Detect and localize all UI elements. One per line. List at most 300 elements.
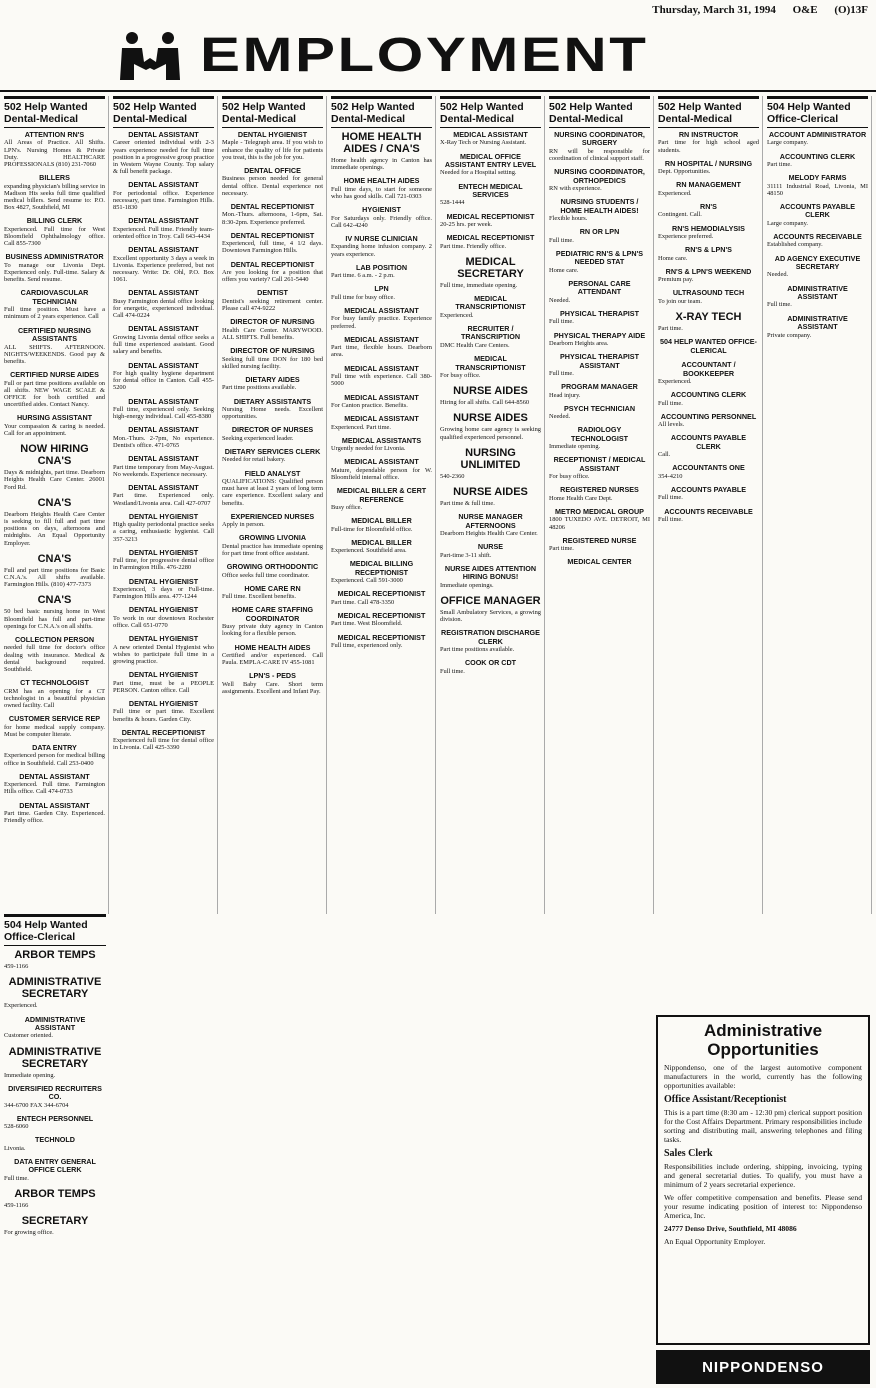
- ad-body: Experienced, full time, 4 1/2 days. Downtown Farmington Hills.: [222, 240, 323, 255]
- ad-title: ACCOUNTS RECEIVABLE: [773, 232, 862, 242]
- ad-body: For busy family practice. Experience preferred.: [331, 315, 432, 330]
- ad-body: Part time temporary from May-August. No weekends. Experience necessary.: [113, 463, 214, 478]
- classified-ad: [113, 671, 214, 694]
- role-description: This is a part time (8:30 am - 12:30 pm) clerical support position for the Cost Affairs Department. Primary responsibilities include sorting and distributing mail, answering telephones and filing tasks.: [664, 1108, 862, 1144]
- ad-body: QUALIFICATIONS: Qualified person must have at least 2 years of long term care experience. Excellent salary and benefits.: [222, 477, 323, 507]
- classified-ad: [113, 484, 214, 507]
- ad-body: A new oriented Dental Hygienist who wishes to participate full time in a growing practice.: [113, 643, 214, 666]
- ad-title: NURSING STUDENTS / HOME HEALTH AIDES!: [560, 197, 639, 215]
- classified-ad: [331, 307, 432, 330]
- section-name: O&E: [792, 4, 818, 16]
- ad-body: Dental practice has immediate opening for part time front office assistant.: [222, 542, 323, 557]
- classified-ad: [440, 412, 541, 440]
- section-title: EMPLOYMENT: [200, 29, 649, 82]
- ad-body: Part time & full time.: [440, 499, 495, 507]
- classified-ad: [331, 336, 432, 359]
- classified-ad: [440, 213, 541, 229]
- column-header: 502 Help Wanted Dental-Medical: [658, 96, 759, 128]
- ad-body: Home health agency in Canton has immediate openings.: [331, 157, 432, 172]
- classified-ad: [4, 1188, 106, 1209]
- ad-body: Flexible hours.: [549, 215, 588, 223]
- classified-ad: [658, 508, 759, 524]
- ad-title: MEDICAL TRANSCRIPTIONIST: [455, 294, 526, 312]
- ad-body: All levels.: [658, 421, 685, 429]
- classified-ad: [440, 153, 541, 177]
- ad-title: RN'S & LPN'S WEEKEND: [665, 266, 752, 276]
- ad-title: NURSE AIDES: [453, 485, 528, 498]
- column-header: 502 Help Wanted Dental-Medical: [113, 96, 214, 128]
- ad-title: BUSINESS ADMINISTRATOR: [5, 252, 104, 262]
- classified-ad: [767, 153, 868, 169]
- ad-title: ADMINISTRATIVE ASSISTANT: [24, 1014, 86, 1032]
- classified-ad: [222, 448, 323, 464]
- classified-ad: [549, 508, 650, 531]
- ad-body: Seeking experienced leader.: [222, 434, 294, 442]
- ad-body: Full time.: [549, 369, 574, 377]
- classified-ad: [113, 700, 214, 723]
- column-header: 504 Help Wanted Office-Clerical: [4, 914, 106, 946]
- classified-ad: [4, 1085, 106, 1109]
- classified-column: [549, 96, 654, 914]
- ad-body: Part time.: [549, 545, 574, 553]
- role-description: Responsibilities include ordering, shipping, invoicing, typing and general secretarial duties. To qualify, you must have a minimum of 2 years secretarial experience.: [664, 1162, 862, 1189]
- classified-ad: [4, 289, 105, 320]
- classified-ad: [658, 268, 759, 284]
- ad-title: MEDICAL BILLER: [351, 537, 412, 547]
- classified-ad: [222, 426, 323, 442]
- classified-ad: [440, 234, 541, 250]
- classified-ad: [331, 437, 432, 453]
- ad-body: Small Ambulatory Services, a growing division.: [440, 608, 541, 623]
- ad-body: Well Baby Care. Short term assignments. Excellent and Infant Pay.: [222, 680, 323, 696]
- ad-title: REGISTERED NURSE: [562, 535, 637, 545]
- ad-title: CARDIOVASCULAR TECHNICIAN: [20, 288, 89, 306]
- classified-ad: [331, 634, 432, 650]
- ad-body: Part time. Experienced only. Westland/Livonia area. Call 427-0707: [113, 492, 214, 507]
- ad-body: Experienced person for medical billing office in Southfield. Call 253-0400: [4, 752, 105, 767]
- ad-title: RN'S HEMODIALYSIS: [672, 223, 745, 233]
- ad-title: ACCOUNTING PERSONNEL: [660, 411, 757, 421]
- ad-body: Hiring for all shifts. Call 644-8560: [440, 399, 530, 407]
- ad-body: 20-25 hrs. per week.: [440, 221, 493, 229]
- ad-title: MEDICAL BILLER & CERT REFERENCE: [336, 486, 427, 504]
- ad-body: Full time.: [658, 494, 683, 502]
- classified-ad: [222, 289, 323, 312]
- classified-ad: [331, 394, 432, 410]
- classified-ad: [549, 456, 650, 480]
- classified-column: [331, 96, 436, 914]
- ad-title: HURSING ASSISTANT: [16, 413, 93, 423]
- classified-ad: [4, 443, 105, 491]
- ad-body: Health Care Center. MARYWOOD. ALL SHIFTS. Full benefits.: [222, 326, 323, 341]
- classified-ad: [549, 131, 650, 162]
- classified-ad: [113, 606, 214, 629]
- dateline: [0, 0, 868, 20]
- classified-ad: [331, 285, 432, 301]
- ad-body: Maple - Telegraph area. If you wish to enhance the quality of life for patients you treat, this is the job for you.: [222, 139, 323, 161]
- ad-title: FIELD ANALYST: [244, 468, 301, 478]
- classified-ad: [113, 181, 214, 211]
- classified-ad: [658, 160, 759, 176]
- ad-body: Days & midnights, part time. Dearborn Heights Health Care Center. 26001 Ford Rd.: [4, 469, 105, 491]
- classified-ad: [549, 250, 650, 274]
- ad-body: Home care.: [549, 266, 579, 274]
- ad-title: NOW HIRING CNA'S: [20, 443, 89, 468]
- ad-body: Experienced. Full time for West Bloomfield Ophthalmology office. Call 855-7300: [4, 225, 105, 248]
- classified-ad: [4, 744, 105, 767]
- ad-title: ADMINISTRATIVE ASSISTANT: [787, 313, 848, 332]
- ad-title: PSYCH TECHNICIAN: [563, 403, 636, 413]
- classified-ad: [440, 355, 541, 379]
- eeo-statement: An Equal Opportunity Employer.: [664, 1237, 766, 1246]
- ad-title: RN OR LPN: [579, 227, 620, 237]
- ad-title: SECRETARY: [21, 1215, 89, 1228]
- ad-body: Immediate opening.: [4, 1071, 56, 1079]
- column-header: 502 Help Wanted Dental-Medical: [549, 96, 650, 128]
- classified-ad: [222, 167, 323, 197]
- ad-body: For periodontal office. Experience necessary, part time. Farmington Hills. 851-1830: [113, 189, 214, 212]
- classified-column: [767, 96, 872, 914]
- ad-body: Growing Livonia dental office seeks a full time experienced assistant. Good salary and benefits.: [113, 333, 214, 356]
- ad-title: DENTAL HYGIENIST: [128, 511, 199, 521]
- classified-ad: [113, 131, 214, 175]
- ad-title: RECRUITER / TRANSCRIPTION: [460, 324, 521, 342]
- ad-body: Part time. 6 a.m. - 2 p.m.: [331, 272, 395, 280]
- ad-body: Dentist's seeking retirement center. Please call 474-9222: [222, 297, 323, 313]
- ad-body: Part time. Garden City. Experienced. Friendly office.: [4, 810, 105, 825]
- ad-body: Office seeks full time coordinator.: [222, 571, 310, 579]
- classified-ad: [4, 679, 105, 709]
- ad-title: CUSTOMER SERVICE REP: [8, 714, 101, 724]
- classified-ad: [113, 635, 214, 665]
- ad-body: Busy office.: [331, 503, 363, 511]
- ad-title: 504 HELP WANTED OFFICE-CLERICAL: [660, 337, 757, 355]
- ad-body: Part time for high school aged students.: [658, 139, 759, 154]
- ad-body: 50 bed basic nursing home in West Bloomfield has full and part-time openings for C.N.A.'s on all shifts.: [4, 608, 105, 630]
- issue-date: Thursday, March 31, 1994: [652, 4, 776, 16]
- ad-intro: Nippondenso, one of the largest automotive component manufacturers in the world, currently has the following opportunities available:: [664, 1063, 862, 1090]
- ad-body: Home Health Care Dept.: [549, 494, 613, 502]
- ad-title: CNA'S: [37, 496, 72, 509]
- ad-title: RN HOSPITAL / NURSING: [664, 158, 753, 168]
- column-header: 502 Help Wanted Dental-Medical: [331, 96, 432, 128]
- ad-body: Urgently needed for Livonia.: [331, 445, 406, 453]
- classified-ad: [331, 206, 432, 229]
- classified-ad: [4, 217, 105, 247]
- classified-column: [113, 96, 218, 914]
- ad-title: DENTAL ASSISTANT: [19, 800, 90, 810]
- ad-title: MEDICAL ASSISTANTS: [341, 435, 422, 445]
- classified-ad: [4, 174, 105, 211]
- ad-body: Full time.: [4, 1174, 29, 1182]
- column-header: 502 Help Wanted Dental-Medical: [222, 96, 323, 128]
- ad-title: PERSONAL CARE ATTENDANT: [568, 278, 631, 297]
- ad-body: Growing home care agency is seeking qualified experienced personnel.: [440, 426, 541, 441]
- ad-body: For Saturdays only. Friendly office. Call 642-4240: [331, 214, 432, 229]
- ad-body: Part time. West Bloomfield.: [331, 620, 403, 628]
- classified-ad: [767, 233, 868, 249]
- ad-title: LAB POSITION: [355, 262, 408, 272]
- classified-ad: [440, 595, 541, 623]
- ad-title: AD AGENCY EXECUTIVE SECRETARY: [774, 253, 861, 272]
- classified-ad: [549, 405, 650, 421]
- ad-title: DENTIST: [257, 288, 288, 298]
- ad-body: Experienced.: [4, 1002, 38, 1010]
- ad-body: Busy Farmington dental office looking for energetic, experienced individual. Call 474-0224: [113, 297, 214, 320]
- ad-title: DENTAL ASSISTANT: [128, 130, 199, 139]
- ad-body: Needed for retail bakery.: [222, 456, 286, 464]
- ad-body: Needed.: [767, 271, 789, 279]
- ad-title: PEDIATRIC RN'S & LPN'S NEEDED STAT: [555, 248, 644, 267]
- classified-ad: [222, 513, 323, 529]
- ad-title: MEDICAL SECRETARY: [457, 255, 524, 280]
- ad-body: Part time. Friendly office.: [440, 242, 507, 250]
- ad-title: MEDICAL ASSISTANT: [344, 457, 419, 467]
- ad-body: Experience preferred.: [658, 233, 714, 241]
- ad-title: MEDICAL RECEPTIONIST: [337, 611, 426, 620]
- ad-body: Dept. Opportunities.: [658, 168, 711, 176]
- ad-title: HOME HEALTH AIDES: [234, 642, 311, 652]
- ad-body: Experienced.: [658, 377, 692, 385]
- ad-body: Full time, experienced only. Seeking high-energy individual. Call 455-8380: [113, 405, 214, 421]
- ad-body: 459-1166: [4, 963, 29, 971]
- ad-title: BILLING CLERK: [26, 216, 83, 226]
- classified-ad: [767, 203, 868, 227]
- ad-title: ADMINISTRATIVE SECRETARY: [8, 976, 102, 1001]
- ad-body: Customer oriented.: [4, 1032, 53, 1040]
- classified-ad: [222, 398, 323, 421]
- ad-title: HOME HEALTH AIDES / CNA'S: [341, 131, 422, 155]
- ad-body: Expanding home infusion company. 2 years experience.: [331, 243, 432, 258]
- ad-body: For busy office.: [549, 473, 590, 481]
- classified-ad: [113, 246, 214, 283]
- ad-body: Needed.: [549, 296, 571, 304]
- classified-ad: [658, 361, 759, 385]
- classified-ad: [440, 183, 541, 207]
- classified-ad: [440, 629, 541, 653]
- ad-body: Business person needed for general dental office. Dental experience not necessary.: [222, 175, 323, 197]
- ad-title: DENTAL ASSISTANT: [128, 396, 199, 406]
- ad-title: DIRECTOR OF NURSES: [231, 425, 314, 435]
- column-header: 502 Help Wanted Dental-Medical: [440, 96, 541, 128]
- ad-body: Home care.: [658, 254, 688, 262]
- classified-ad: [4, 802, 105, 825]
- classified-ad: [4, 976, 106, 1009]
- ad-title: BILLERS: [39, 173, 70, 183]
- ad-title: DENTAL HYGIENIST: [128, 576, 199, 586]
- classified-ad: [113, 398, 214, 421]
- ad-body: Nursing Home needs. Excellent opportunities.: [222, 405, 323, 421]
- ad-body: Full time, experienced only.: [331, 642, 403, 650]
- classified-ad: [222, 318, 323, 341]
- ad-title: DENTAL HYGIENIST: [128, 605, 199, 615]
- ad-body: Part-time 3-11 shift.: [440, 551, 492, 559]
- ad-title: ACCOUNTS PAYABLE CLERK: [779, 202, 856, 220]
- ad-body: ALL SHIFTS. AFTERNOON. NIGHTS/WEEKENDS. Good pay & benefits.: [4, 343, 105, 365]
- ad-body: Call.: [658, 451, 671, 459]
- classified-ad: [440, 385, 541, 406]
- ad-title: X-RAY TECH: [675, 311, 742, 324]
- classified-ad: [113, 729, 214, 752]
- ad-body: For busy office.: [440, 371, 481, 379]
- classified-ad: [767, 315, 868, 339]
- classified-ad: [658, 181, 759, 197]
- ad-body: 344-6700 FAX 344-6704: [4, 1101, 69, 1109]
- classified-ad: [440, 513, 541, 537]
- ad-body: Full-time for Bloomfield office.: [331, 525, 413, 533]
- ad-body: Private company.: [767, 331, 812, 339]
- ad-title: CT TECHNOLOGIST: [20, 678, 89, 688]
- ad-title: RN INSTRUCTOR: [678, 130, 739, 139]
- classified-ad: [222, 203, 323, 226]
- ad-title: ACCOUNTANTS ONE: [672, 463, 745, 473]
- ad-body: X-Ray Tech or Nursing Assistant.: [440, 139, 527, 147]
- ad-body: Excellent opportunity 3 days a week in Livonia. Experience preferred, but not necessary. Write: Dr. Ohl, P.O. Box 1061.: [113, 254, 214, 284]
- ad-body: Full time. Excellent benefits.: [222, 593, 297, 601]
- ad-title: DENTAL HYGIENIST: [128, 670, 199, 680]
- classified-ad: [4, 636, 105, 673]
- ad-body: needed full time for doctor's office dealing with insurance. Medical & dental background required. Southfield.: [4, 644, 105, 673]
- ad-title: DENTAL ASSISTANT: [128, 360, 199, 370]
- classified-ad: [658, 464, 759, 480]
- classified-ad: [440, 131, 541, 147]
- classified-ad: [549, 310, 650, 326]
- ad-title: MEDICAL ASSISTANT: [344, 334, 419, 344]
- ad-title: DENTAL RECEPTIONIST: [230, 230, 315, 240]
- ad-title: ACCOUNT ADMINISTRATOR: [768, 130, 867, 139]
- section-banner: [0, 20, 876, 92]
- ad-title: ACCOUNTING CLERK: [670, 390, 747, 400]
- ad-title: ADMINISTRATIVE ASSISTANT: [787, 283, 848, 302]
- ad-title: HOME CARE RN: [244, 583, 301, 593]
- ad-body: Experienced. Southfield area.: [331, 547, 407, 555]
- classified-column: [222, 96, 327, 914]
- ad-title: DENTAL ASSISTANT: [128, 216, 199, 226]
- ad-body: Needed for a Hospital setting.: [440, 169, 517, 177]
- ad-body: Needed.: [549, 413, 571, 421]
- ad-title: NURSE MANAGER AFTERNOONS: [458, 512, 523, 530]
- ad-body: Experienced.: [440, 311, 474, 319]
- ad-title: PHYSICAL THERAPY AIDE: [553, 330, 646, 340]
- ad-title: PHYSICAL THERAPIST: [560, 308, 639, 318]
- classified-ad: [331, 612, 432, 628]
- ad-title: DENTAL RECEPTIONIST: [230, 202, 315, 212]
- ad-title: NURSE AIDES: [453, 412, 528, 425]
- ad-body: RN with experience.: [549, 185, 602, 193]
- nippondenso-logo: [656, 1350, 870, 1384]
- classified-ad: [4, 1158, 106, 1182]
- ad-title: MEDICAL RECEPTIONIST: [446, 233, 535, 243]
- ad-body: Full time.: [549, 236, 574, 244]
- classified-ad: [549, 280, 650, 304]
- ad-title: CNA'S: [37, 594, 72, 607]
- ad-body: Experienced full time for dental office in Livonia. Call 425-3390: [113, 737, 214, 752]
- ad-title: METRO MEDICAL GROUP: [555, 506, 644, 516]
- ad-title: DENTAL RECEPTIONIST: [121, 727, 206, 737]
- classified-ad: [4, 1136, 106, 1152]
- ad-title: DENTAL ASSISTANT: [19, 771, 90, 781]
- ad-title: CNA'S: [37, 552, 72, 565]
- role-title: Office Assistant/Receptionist: [664, 1094, 787, 1105]
- ad-body: Part time positions available.: [222, 384, 297, 392]
- ad-body: Premium pay.: [658, 276, 694, 284]
- ad-title: NURSING UNLIMITED: [460, 446, 521, 471]
- ad-title: NURSE AIDES ATTENTION HIRING BONUS!: [444, 563, 537, 582]
- ad-body: High quality periodontal practice seeks a caring, enthusiastic hygienist. Call 357-3213: [113, 521, 214, 543]
- classified-ad: [549, 486, 650, 502]
- classified-ad: [549, 198, 650, 222]
- ad-body: Full time.: [767, 301, 792, 309]
- ad-body: Part time, flexible hours. Dearborn area.: [331, 344, 432, 359]
- classified-ad: [4, 131, 105, 168]
- classified-column: [4, 96, 109, 914]
- ad-body: Full time days, to start for someone who has good skills. Call 721-0303: [331, 185, 432, 201]
- ad-body: Large company.: [767, 219, 808, 227]
- classified-ad: [4, 1046, 106, 1079]
- column-header: 502 Help Wanted Dental-Medical: [4, 96, 105, 128]
- ad-title: DENTAL ASSISTANT: [128, 245, 199, 255]
- ad-body: Full time, for progressive dental office in Farmington Hills. 476-2280: [113, 557, 214, 572]
- ad-body: Experienced. Full time. Farmington Hills office. Call 474-0733: [4, 781, 105, 796]
- ad-title: PROGRAM MANAGER: [561, 382, 638, 392]
- ad-title: DENTAL HYGIENIST: [128, 699, 199, 709]
- ad-body: 540-2360: [440, 472, 465, 480]
- classified-ad: [658, 486, 759, 502]
- ad-body: Dearborn Heights Health Care Center.: [440, 529, 538, 537]
- ad-title: DIETARY ASSISTANTS: [233, 396, 312, 406]
- classified-ad: [331, 177, 432, 200]
- ad-headline: Administrative Opportunities: [703, 1021, 823, 1059]
- classified-ad: [658, 434, 759, 458]
- role-title: Sales Clerk: [664, 1148, 713, 1159]
- classified-ad: [767, 174, 868, 197]
- classified-ad: [222, 672, 323, 695]
- classified-ad: [222, 261, 323, 284]
- ad-title: ARBOR TEMPS: [14, 949, 96, 962]
- ad-title: MEDICAL ASSISTANT: [344, 306, 419, 316]
- classified-ad: [549, 426, 650, 450]
- classified-ad: [222, 376, 323, 392]
- classified-ad: [549, 353, 650, 377]
- classified-ad: [113, 325, 214, 355]
- ad-title: RADIOLOGY TECHNOLOGIST: [570, 425, 629, 443]
- classified-ad: [331, 365, 432, 388]
- classified-column: [440, 96, 545, 914]
- ad-body: DMC Health Care Centers.: [440, 341, 510, 349]
- ad-title: CERTIFIED NURSE AIDES: [10, 370, 99, 380]
- ad-body: Full time for busy office.: [331, 293, 395, 301]
- ad-title: REGISTERED NURSES: [560, 485, 639, 495]
- ad-body: Seeking full time DON for 180 bed skilled nursing facility.: [222, 355, 323, 370]
- ad-body: Full time or part time. Excellent benefits & hours. Garden City.: [113, 708, 214, 723]
- ad-body: All Areas of Practice. All Shifts. LPN's. Nursing Homes & Private Duty. HEALTHCARE PROFESSIONALS (810) 231-7060: [4, 139, 105, 169]
- classified-ad: [113, 549, 214, 572]
- ad-title: MEDICAL ASSISTANT: [344, 414, 419, 424]
- ad-body: Part time. Call 478-3350: [331, 598, 395, 606]
- classified-ad: [4, 253, 105, 283]
- ad-title: NURSING COORDINATOR, ORTHOPEDICS: [554, 167, 645, 185]
- classified-ad: [4, 594, 105, 630]
- classified-ad: [4, 497, 105, 547]
- ad-body: Career oriented individual with 2-3 years experience needed for full time position in a progressive group practice in Western Wayne County. Top salary & full benefit package.: [113, 139, 214, 176]
- ad-body: Livonia.: [4, 1144, 26, 1152]
- classified-ad: [222, 534, 323, 557]
- ad-body: Are you looking for a position that offers you variety? Call 261-5440: [222, 269, 323, 284]
- ad-body: Full time with experience. Call 380-5000: [331, 373, 432, 388]
- ad-body: Immediate openings.: [440, 581, 494, 589]
- ad-title: ENTECH MEDICAL SERVICES: [458, 181, 523, 200]
- ad-body: expanding physician's billing service in Madison Hts seeks full time qualified medical billers. Send resume to: P.O. Box 4827, Southfield, MI: [4, 182, 105, 212]
